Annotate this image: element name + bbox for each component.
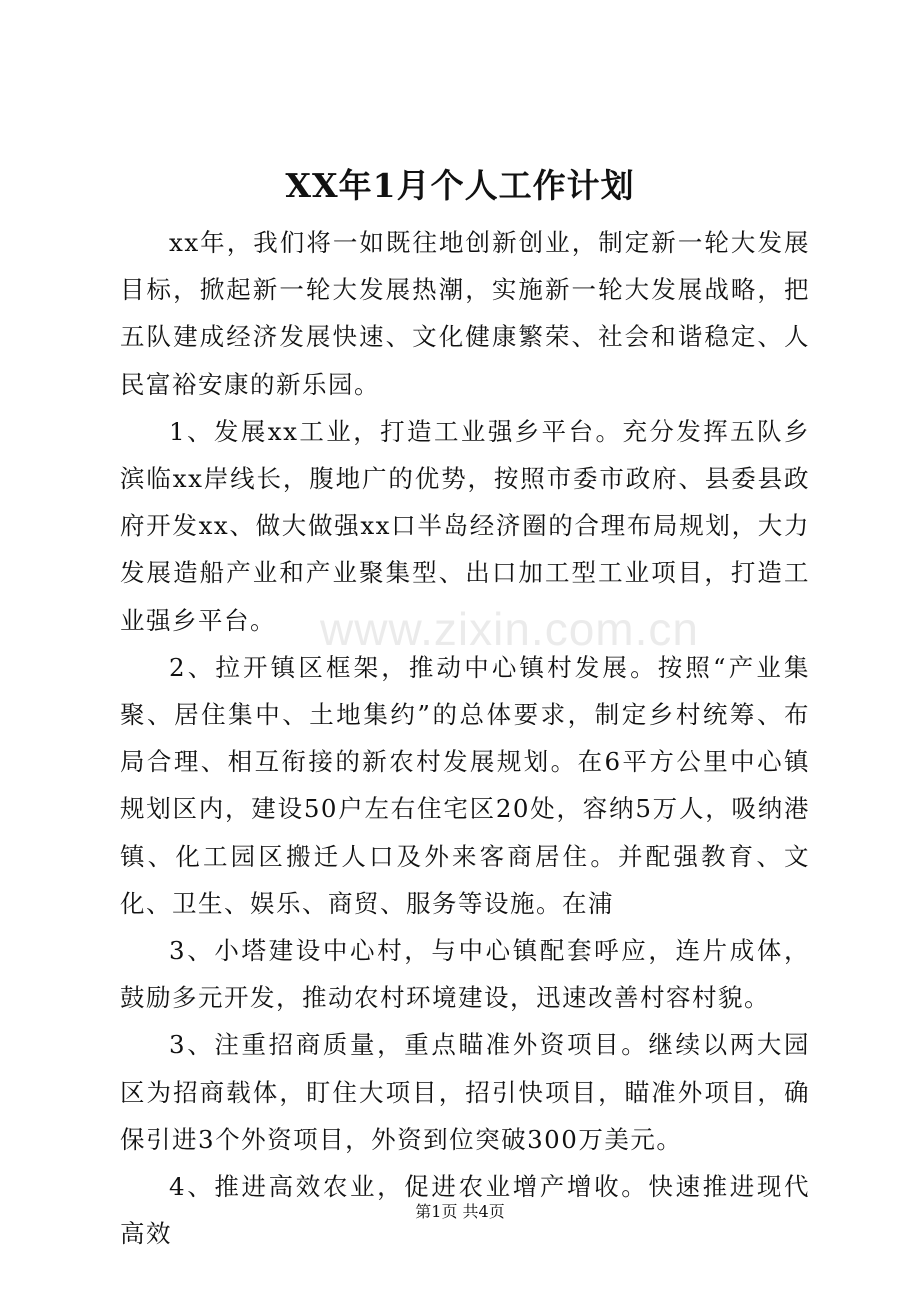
page-total: 共4页 bbox=[462, 1202, 505, 1221]
paragraph-item-1: 1、发展xx工业，打造工业强乡平台。充分发挥五队乡滨临xx岸线长，腹地广的优势，按照市委市政府、县委县政府开发xx、做大做强xx口半岛经济圈的合理布局规划，大力发展造船产业和产业聚集型、出口加工型工业项目，打造工业强乡平台。 bbox=[120, 416, 810, 635]
paragraph-item-3b: 3、注重招商质量，重点瞄准外资项目。继续以两大园区为招商载体，盯住大项目，招引快项目，瞄准外项目，确保引进3个外资项目，外资到位突破300万美元。 bbox=[120, 1030, 810, 1154]
page-footer bbox=[0, 1198, 920, 1226]
document-title: XX年1月个人工作计划 bbox=[285, 166, 635, 205]
paragraph-item-3a: 3、小塔建设中心村，与中心镇配套呼应，连片成体，鼓励多元开发，推动农村环境建设，迅速改善村容村貌。 bbox=[120, 936, 810, 1013]
watermark: www.zixin.com.cn bbox=[320, 603, 699, 655]
page-number: 第1页 bbox=[415, 1202, 458, 1221]
paragraph-item-2: 2、拉开镇区框架，推动中心镇村发展。按照“产业集聚、居住集中、土地集约”的总体要求，制定乡村统筹、布局合理、相互衔接的新农村发展规划。在6平方公里中心镇规划区内，建设50户左右住宅区20处，容纳5万人，吸纳港镇、化工园区搬迁人口及外来客商居住。并配强教育、文化、卫生、娱乐、商贸、服务等设施。在浦 bbox=[120, 652, 810, 918]
document-body bbox=[120, 219, 810, 1257]
paragraph-intro: xx年，我们将一如既往地创新创业，制定新一轮大发展目标，掀起新一轮大发展热潮，实施新一轮大发展战略，把五队建成经济发展快速、文化健康繁荣、社会和谐稳定、人民富裕安康的新乐园。 bbox=[120, 228, 810, 399]
paragraph-item-4: 4、推进高效农业，促进农业增产增收。快速推进现代高效 bbox=[120, 1172, 810, 1249]
